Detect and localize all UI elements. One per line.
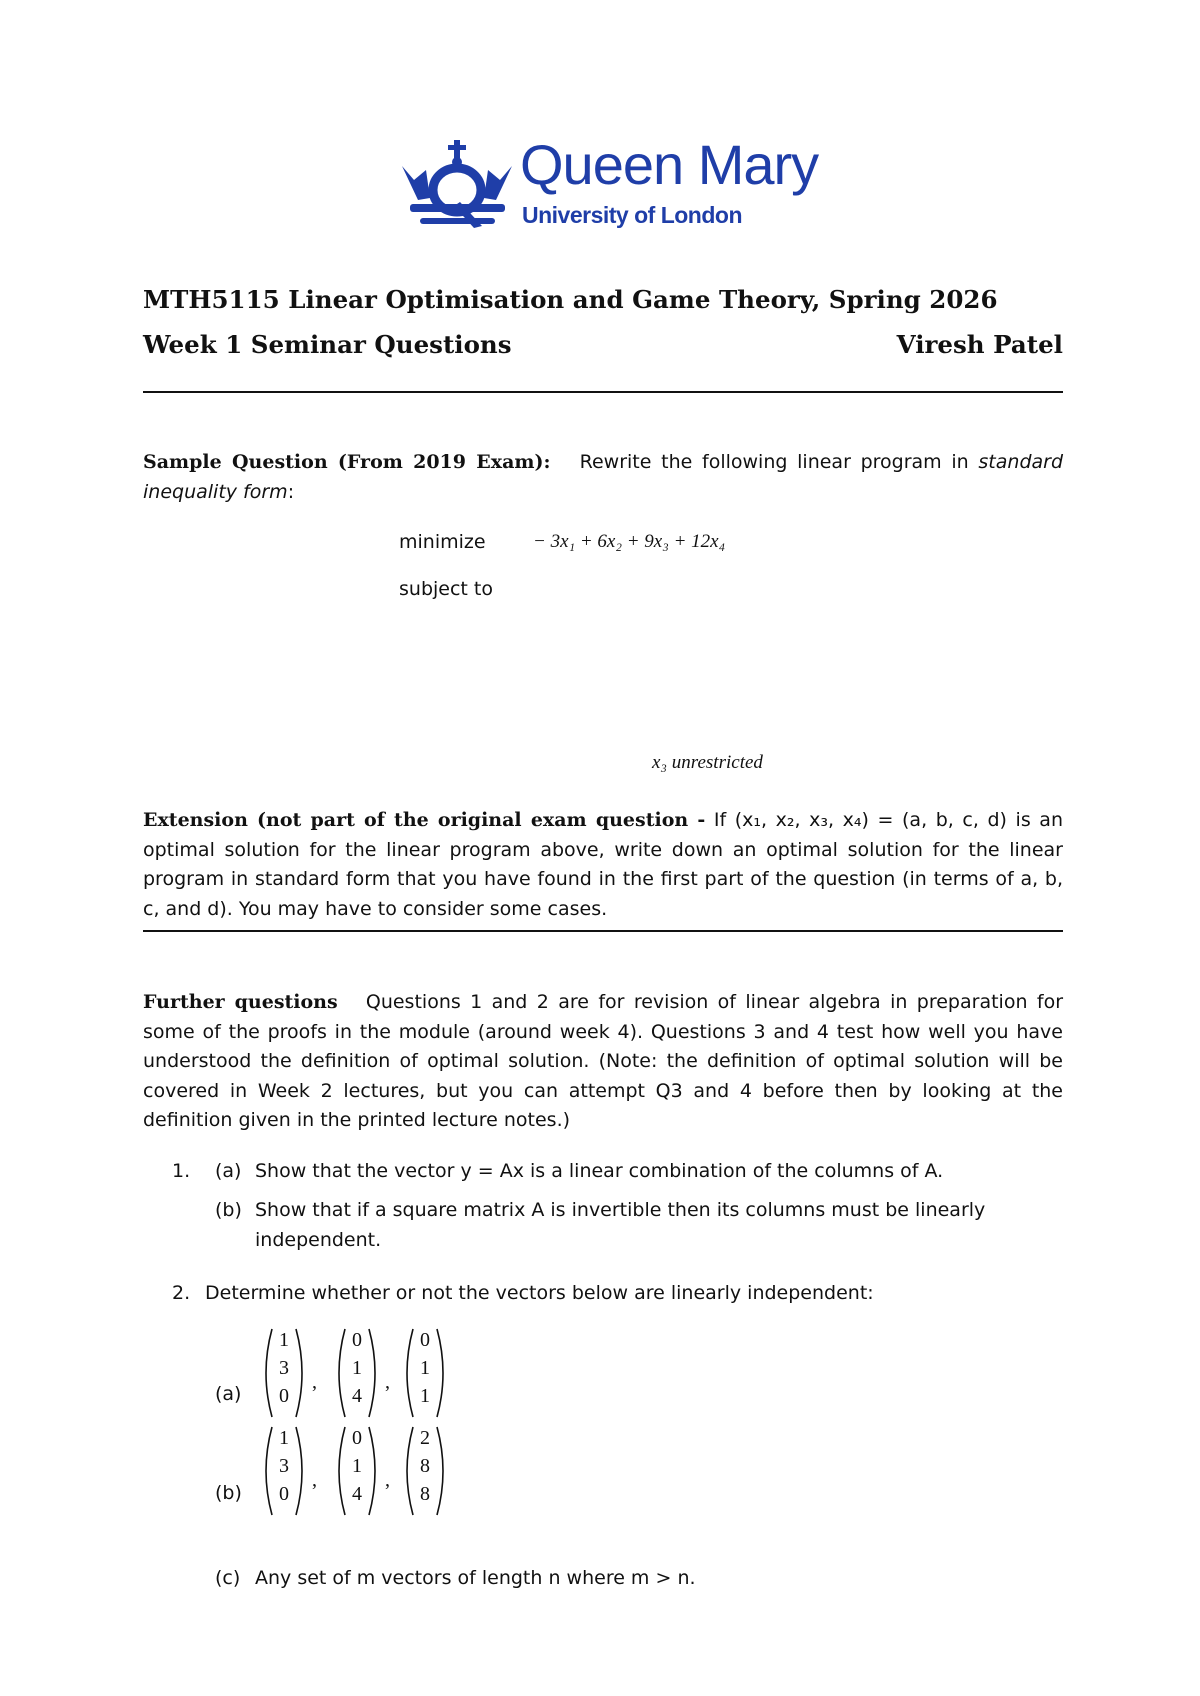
section-divider	[143, 930, 1063, 932]
further-text: Questions 1 and 2 are for revision of linear algebra in preparation for some of the proofs in the module (around week 4). Questions 3 and 4 test how well you have understood the definition of optimal solution. (Note: the definition of optimal solution will be covered in Week 2 lectures, but you can attempt Q3 and 4 before then by looking at the definition given in the printed lecture notes.)	[143, 991, 1064, 1131]
question-number: 2.	[172, 1282, 191, 1304]
question-label: (a)	[215, 1383, 242, 1405]
sample-text-emphasis: standard inequality form	[143, 451, 1064, 503]
question-label: (b)	[215, 1482, 242, 1504]
vector-entry: 2	[420, 1427, 430, 1449]
course-title: MTH5115 Linear Optimisation and Game Theory, Spring 2026	[143, 285, 998, 314]
logo-name: Queen Mary	[520, 133, 819, 196]
question-label: (a)	[215, 1160, 242, 1182]
sample-text: Rewrite the following linear program in	[579, 451, 979, 473]
vector-separator: ,	[385, 1469, 390, 1491]
vector-separator: ,	[312, 1371, 317, 1393]
header-row	[143, 330, 1063, 359]
lp-constraint: x₃ unrestricted	[652, 752, 763, 773]
question-2-text: Determine whether or not the vectors below are linearly independent:	[205, 1282, 874, 1304]
vector-separator: ,	[385, 1371, 390, 1393]
extension-text: If (x₁, x₂, x₃, x₄) = (a, b, c, d) is an optimal solution for the linear program above, write down an optimal solution for the linear program in standard form that you have found in the first part of the question (in terms of a, b, c, and d). You may have to consider some cases.	[143, 809, 1063, 920]
vector-entry: 4	[352, 1385, 362, 1407]
logo-subtitle: University of London	[522, 202, 742, 228]
question-1a-text: Show that the vector y = Ax is a linear combination of the columns of A.	[255, 1160, 944, 1182]
seminar-title: Week 1 Seminar Questions	[143, 330, 512, 359]
further-heading: Further questions	[143, 991, 338, 1013]
column-vector	[262, 1327, 306, 1419]
vector-entry: 3	[279, 1455, 289, 1477]
question-label: (c)	[215, 1567, 241, 1589]
vector-entry: 0	[279, 1385, 289, 1407]
lp-objective: − 3x₁ + 6x₂ + 9x₃ + 12x₄	[533, 531, 726, 552]
lp-minimize-label: minimize	[399, 531, 486, 553]
column-vector	[335, 1425, 379, 1517]
vector-entry: 1	[420, 1385, 430, 1407]
header-divider	[143, 391, 1063, 393]
column-vector	[335, 1327, 379, 1419]
vector-entry: 1	[420, 1357, 430, 1379]
vector-entry: 8	[420, 1455, 430, 1477]
question-1b-text: Show that if a square matrix A is invertible then its columns must be linearly	[255, 1199, 986, 1221]
vector-entry: 8	[420, 1483, 430, 1505]
vector-entry: 0	[352, 1427, 362, 1449]
question-label: (b)	[215, 1199, 242, 1221]
question-number: 1.	[172, 1160, 191, 1182]
question-2c-text: Any set of m vectors of length n where m > n.	[255, 1567, 696, 1589]
vector-separator: ,	[312, 1469, 317, 1491]
vector-entry: 3	[279, 1357, 289, 1379]
extension-question	[143, 806, 1063, 924]
question-1b-text-cont: independent.	[255, 1229, 382, 1251]
lecturer-name: Viresh Patel	[896, 330, 1063, 359]
vector-entry: 1	[279, 1427, 289, 1449]
lp-subject-to-label: subject to	[399, 578, 493, 600]
further-questions	[143, 988, 1063, 1136]
column-vector	[403, 1327, 447, 1419]
vector-entry: 1	[279, 1329, 289, 1351]
column-vector	[403, 1425, 447, 1517]
vector-entry: 0	[420, 1329, 430, 1351]
sample-heading: Sample Question (From 2019 Exam):	[143, 451, 551, 473]
vector-entry: 1	[352, 1455, 362, 1477]
extension-heading: Extension (not part of the original exam question -	[143, 809, 706, 831]
sample-question: Sample Question (From 2019 Exam): Rewrite the following linear program in standard inequality form:	[143, 451, 1064, 503]
vector-entry: 0	[352, 1329, 362, 1351]
university-logo	[400, 133, 820, 240]
column-vector	[262, 1425, 306, 1517]
vector-entry: 0	[279, 1483, 289, 1505]
vector-entry: 4	[352, 1483, 362, 1505]
vector-entry: 1	[352, 1357, 362, 1379]
crown-q-logo-icon	[400, 140, 515, 235]
